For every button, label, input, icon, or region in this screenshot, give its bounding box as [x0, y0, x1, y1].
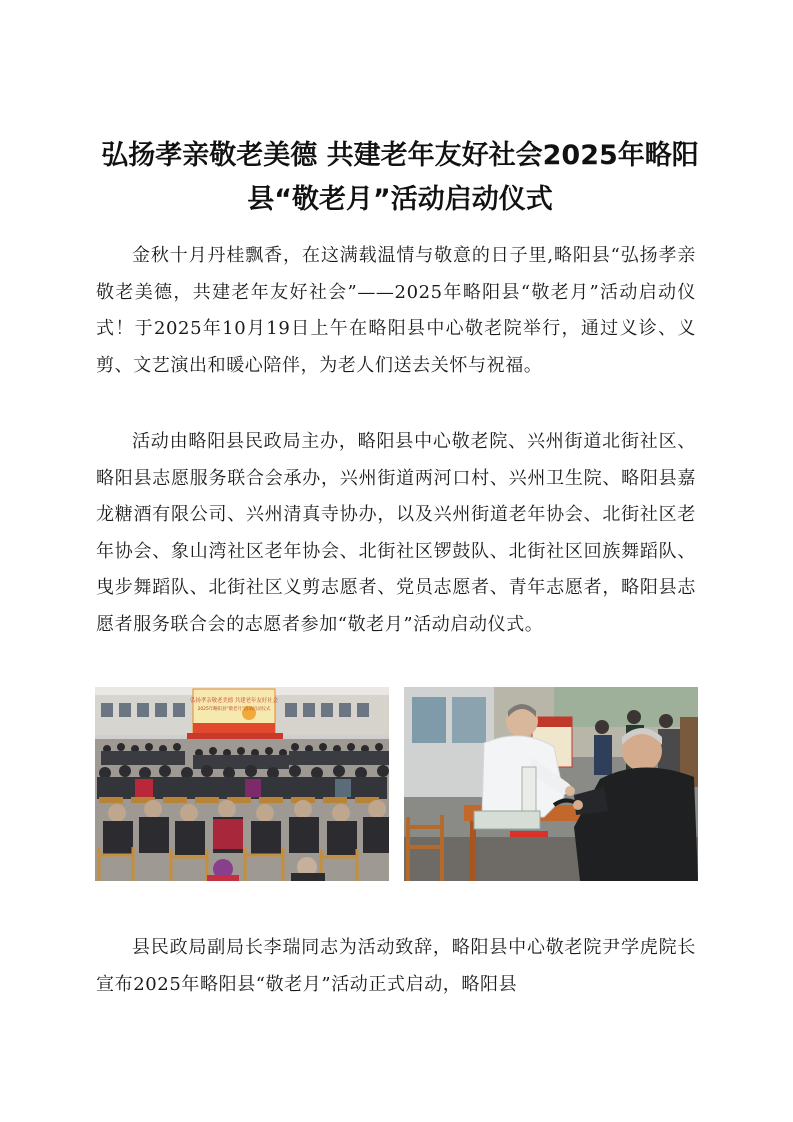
- photo-ceremony-audience: [95, 687, 389, 881]
- paragraph-speech: 县民政局副局长李瑞同志为活动致辞，略阳县中心敬老院尹学虎院长宣布2025年略阳县“敬老月”活动正式启动，略阳县: [96, 937, 696, 995]
- article-title: 弘扬孝亲敬老美德 共建老年友好社会2025年略阳县“敬老月”活动启动仪式: [101, 140, 699, 215]
- banner-subtext: 2025年略阳县“敬老月”活动启动仪式: [197, 707, 271, 712]
- photo-free-clinic: [404, 687, 698, 881]
- banner-text: 弘扬孝亲敬老美德 共建老年友好社会: [190, 698, 278, 704]
- paragraph-organizers: 活动由略阳县民政局主办，略阳县中心敬老院、兴州街道北街社区、略阳县志愿服务联合会承办，兴州街道两河口村、兴州卫生院、略阳县嘉龙糖酒有限公司、兴州清真寺协办，以及兴州街道老年协会、北街社区老年协会、象山湾社区老年协会、北街社区锣鼓队、北街社区回族舞蹈队、曳步舞蹈队、北街社区义剪志愿者、党员志愿者、青年志愿者，略阳县志愿者服务联合会的志愿者参加“敬老月”活动启动仪式。: [96, 431, 696, 635]
- paragraph-intro: 金秋十月丹桂飘香，在这满载温情与敬意的日子里,略阳县“弘扬孝亲敬老美德，共建老年友好社会”——2025年略阳县“敬老月”活动启动仪式！于2025年10月19日上午在略阳县中心敬老院举行，通过义诊、义剪、文艺演出和暖心陪伴，为老人们送去关怀与祝福。: [96, 245, 696, 376]
